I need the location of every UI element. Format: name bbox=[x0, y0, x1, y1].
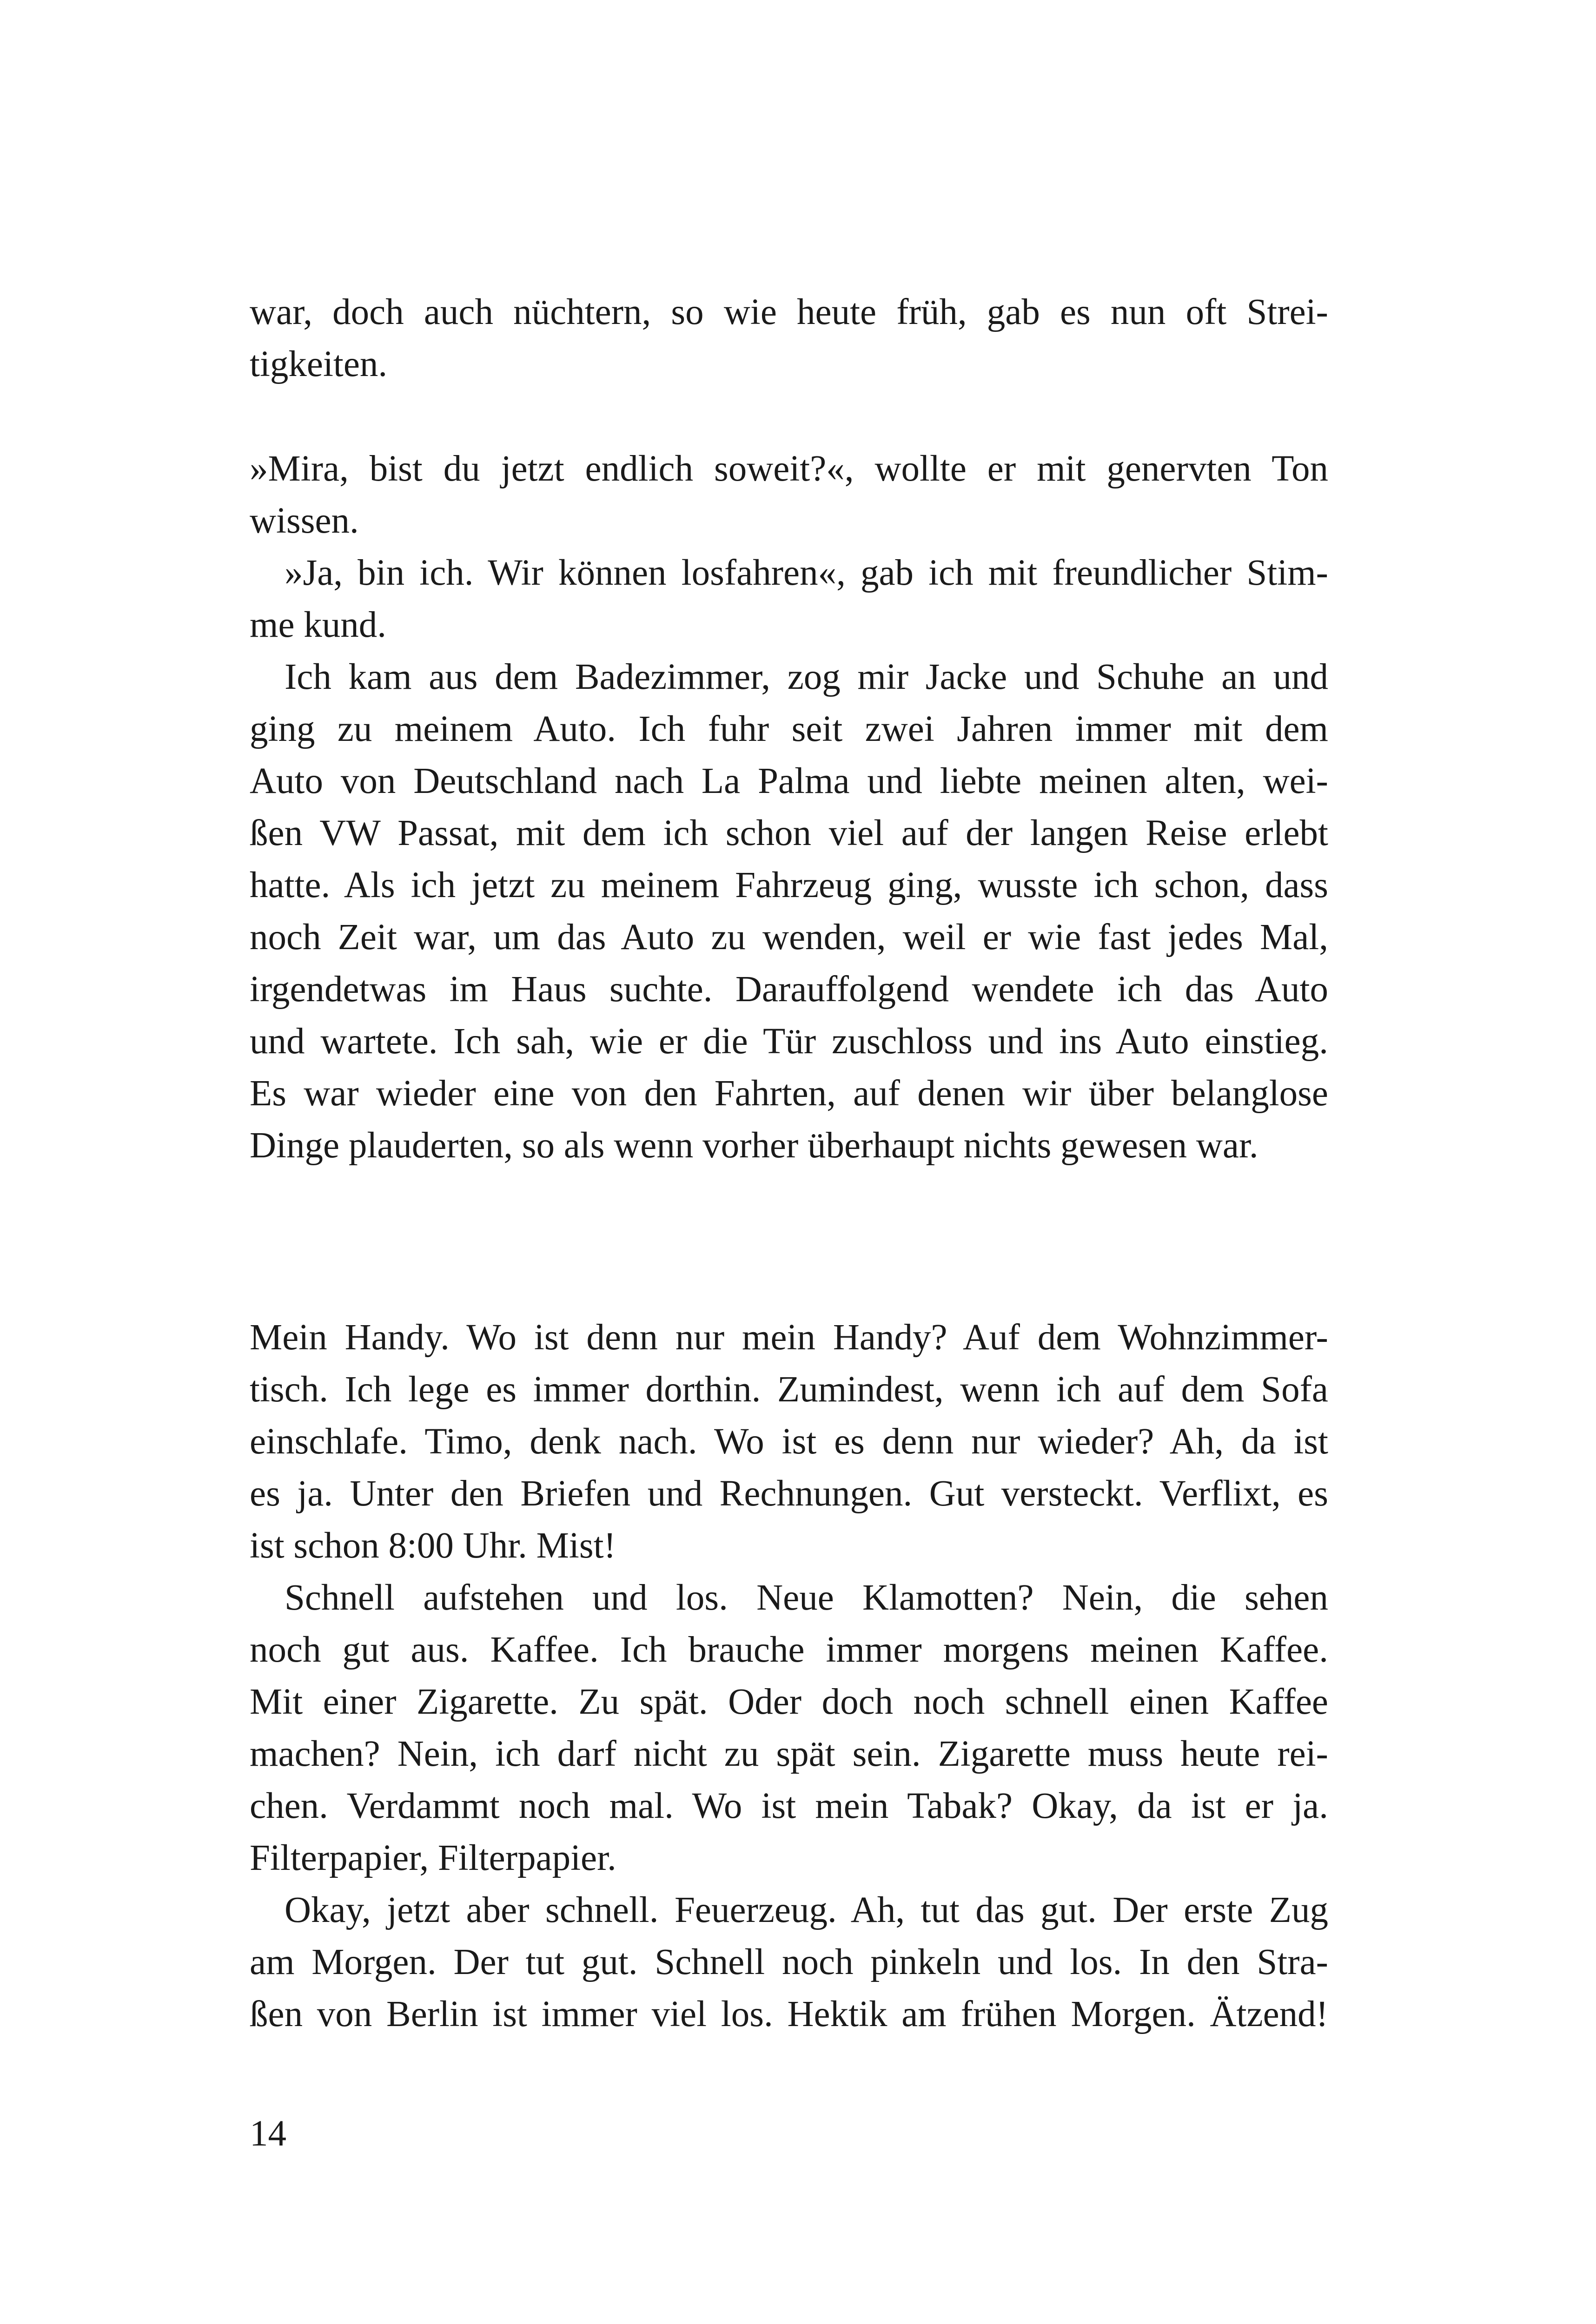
text-line: wissen. bbox=[250, 501, 359, 541]
text-line: tisch. Ich lege es immer dorthin. Zumindest, wenn ich auf dem Sofa bbox=[250, 1369, 1328, 1410]
text-line: noch gut aus. Kaffee. Ich brauche immer morgens meinen Kaffee. bbox=[250, 1630, 1328, 1670]
text-line: »Ja, bin ich. Wir können losfahren«, gab ich mit freundlicher Stim- bbox=[285, 553, 1328, 593]
text-line: Mein Handy. Wo ist denn nur mein Handy? Auf dem Wohnzimmer- bbox=[250, 1317, 1328, 1358]
text-line: Filterpapier, Filterpapier. bbox=[250, 1838, 616, 1878]
text-line: irgendetwas im Haus suchte. Darauffolgend wendete ich das Auto bbox=[250, 969, 1328, 1010]
text-line: ßen von Berlin ist immer viel los. Hektik am frühen Morgen. Ätzend! bbox=[250, 1994, 1328, 2034]
text-line: »Mira, bist du jetzt endlich soweit?«, wollte er mit genervten Ton bbox=[250, 449, 1328, 489]
text-line: tigkeiten. bbox=[250, 344, 388, 384]
text-line: Okay, jetzt aber schnell. Feuerzeug. Ah, tut das gut. Der erste Zug bbox=[285, 1890, 1328, 1930]
text-line: chen. Verdammt noch mal. Wo ist mein Tabak? Okay, da ist er ja. bbox=[250, 1786, 1328, 1826]
text-line: es ja. Unter den Briefen und Rechnungen. Gut versteckt. Verflixt, es bbox=[250, 1473, 1328, 1514]
text-line: Mit einer Zigarette. Zu spät. Oder doch noch schnell einen Kaffee bbox=[250, 1682, 1328, 1722]
text-line: ist schon 8:00 Uhr. Mist! bbox=[250, 1525, 616, 1566]
paragraph-continuation bbox=[250, 286, 1328, 390]
text-line: war, doch auch nüchtern, so wie heute früh, gab es nun oft Strei- bbox=[250, 292, 1328, 332]
timo-section bbox=[250, 1312, 1328, 2040]
text-line: Auto von Deutschland nach La Palma und liebte meinen alten, wei- bbox=[250, 761, 1328, 801]
text-line: hatte. Als ich jetzt zu meinem Fahrzeug ging, wusste ich schon, dass bbox=[250, 865, 1328, 905]
text-line: ging zu meinem Auto. Ich fuhr seit zwei Jahren immer mit dem bbox=[250, 709, 1328, 749]
text-line: ßen VW Passat, mit dem ich schon viel auf der langen Reise erlebt bbox=[250, 813, 1328, 853]
text-line: noch Zeit war, um das Auto zu wenden, weil er wie fast jedes Mal, bbox=[250, 917, 1328, 957]
text-line: am Morgen. Der tut gut. Schnell noch pinkeln und los. In den Stra- bbox=[250, 1942, 1328, 1982]
text-line: Es war wieder eine von den Fahrten, auf denen wir über belanglose bbox=[250, 1073, 1328, 1114]
text-line: Ich kam aus dem Badezimmer, zog mir Jacke und Schuhe an und bbox=[285, 657, 1328, 697]
text-line: Dinge plauderten, so als wenn vorher überhaupt nichts gewesen war. bbox=[250, 1125, 1258, 1166]
text-line: einschlafe. Timo, denk nach. Wo ist es denn nur wieder? Ah, da ist bbox=[250, 1421, 1328, 1462]
dialogue-section bbox=[250, 443, 1328, 1172]
text-line: machen? Nein, ich darf nicht zu spät sein. Zigarette muss heute rei- bbox=[250, 1734, 1328, 1774]
page-number: 14 bbox=[250, 2113, 286, 2154]
text-line: Schnell aufstehen und los. Neue Klamotten? Nein, die sehen bbox=[285, 1578, 1328, 1618]
text-line: und wartete. Ich sah, wie er die Tür zuschloss und ins Auto einstieg. bbox=[250, 1021, 1328, 1062]
text-line: me kund. bbox=[250, 605, 387, 645]
